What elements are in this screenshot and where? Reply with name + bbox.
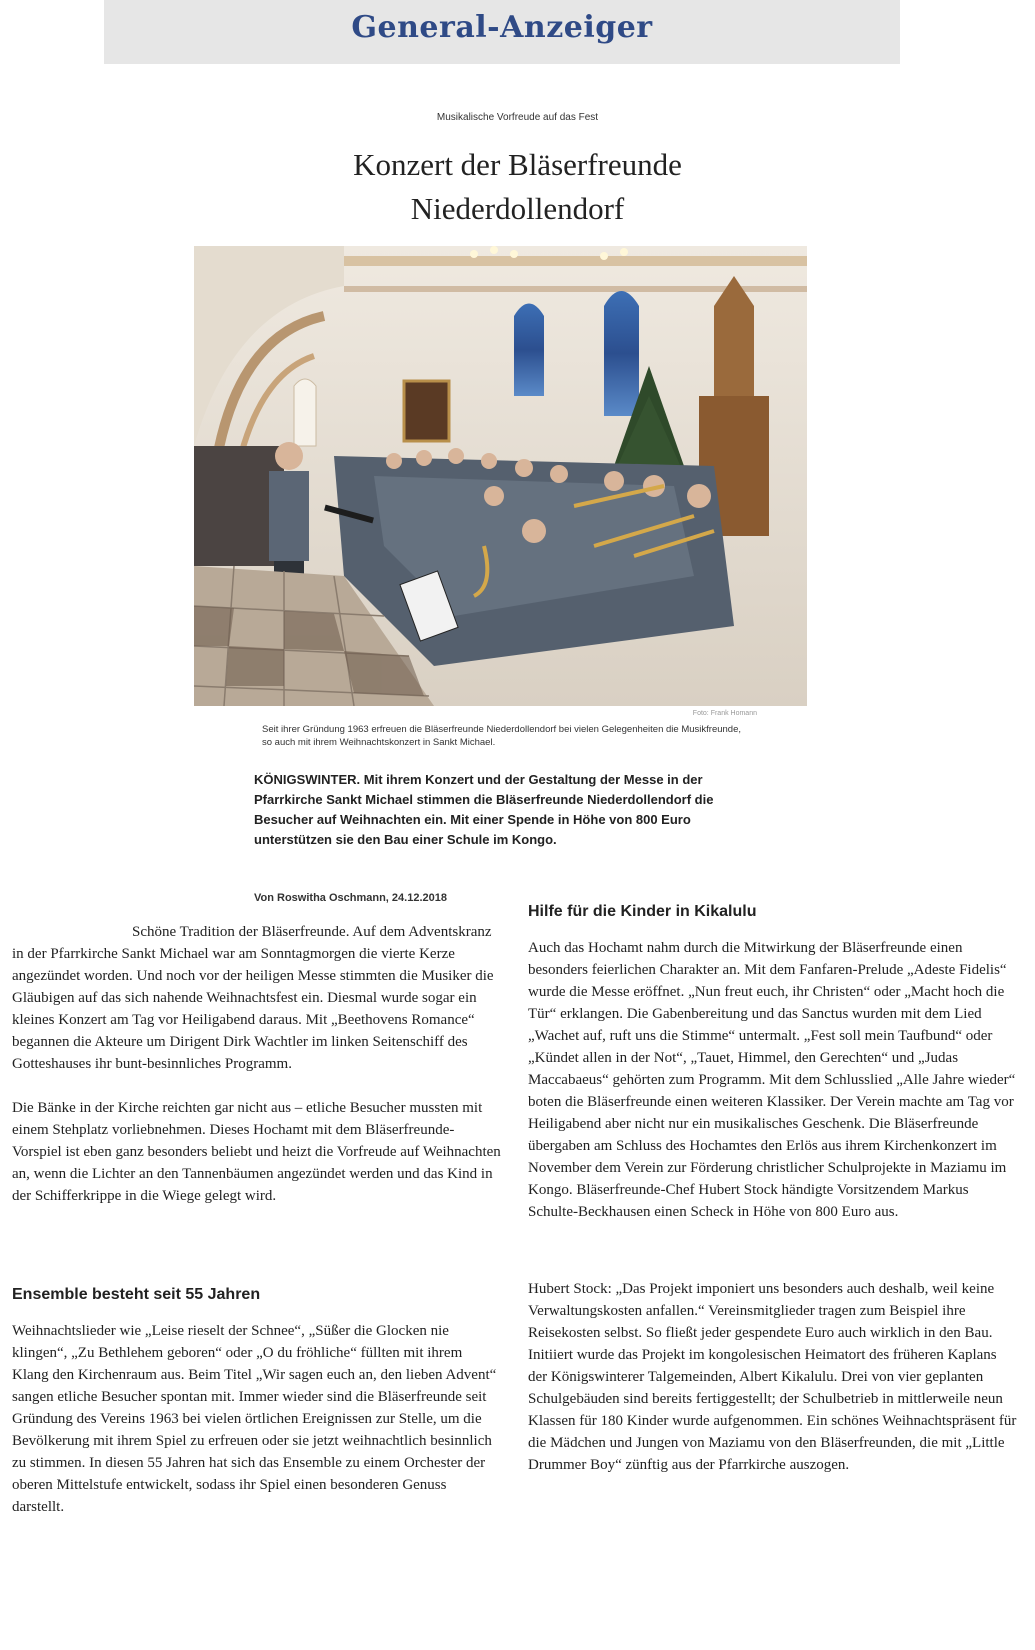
concert-photo[interactable] (194, 246, 807, 706)
left-column-bottom (12, 1320, 502, 1518)
article-kicker: Musikalische Vorfreude auf das Fest (436, 112, 599, 123)
masthead (104, 0, 900, 64)
church-concert-illustration (194, 246, 807, 706)
photo-credit: Foto: Frank Homann (692, 710, 757, 717)
article-lead: KÖNIGSWINTER. Mit ihrem Konzert und der Gestaltung der Messe in der Pfarrkirche Sankt Michael stimmen die Bläserfreunde Niederdollendorf die Besucher auf Weihnachten ein. Mit einer Spende in Höhe von 800 Euro unterstützen sie den Bau einer Schule im Kongo. (254, 772, 714, 847)
article-byline: Von Roswitha Oschmann, 24.12.2018 (254, 892, 447, 904)
body-paragraph-2: Die Bänke in der Kirche reichten gar nicht aus – etliche Besucher mussten mit einem Stehplatz vorliebnehmen. Dieses Hochamt mit dem Bläserfreunde-Vorspiel ist eben ganz besonders beliebt und heizt die Vorfreude auf Weihnachten an, wenn die Lichter an den Tannenbäumen angezündet werden und das Kind in der Schifferkrippe in die Wiege gelegt wird. (12, 1100, 501, 1204)
body-paragraph-4: Auch das Hochamt nahm durch die Mitwirkung der Bläserfreunde einen besonders feierlichen Charakter an. Mit dem Fanfaren-Prelude „Adeste Fidelis“ wurde die Messe eröffnet. „Nun freut euch, ihr Christen“ oder „Macht hoch die Tür“ erklangen. Die Gabenbereitung und das Sanctus wurden mit dem Lied „Wachet auf, ruft uns die Stimme“ untermalt. „Fest soll mein Taufbund“ oder „Kündet allen in der Not“, „Tauet, Himmel, den Gerechten“ und „Judas Maccabaeus“ gehörten zum Programm. Mit dem Schlusslied „Alle Jahre wieder“ boten die Bläserfreunde einen weiteren Klassiker. Der Verein machte am Tag vor Heiligabend aber nicht nur ein musikalisches Geschenk. Die Bläserfreunde übergaben am Schluss des Hochamtes den Erlös aus ihrem Kirchenkonzert im November dem Verein zur Förderung christlicher Schulprojekte in Maziamu im Kongo. Bläserfreunde-Chef Hubert Stock händigte Vorsitzendem Markus Schulte-Beckhausen einen Scheck in Höhe von 800 Euro aus. (528, 940, 1016, 1220)
subhead-kikalulu: Hilfe für die Kinder in Kikalulu (528, 903, 757, 920)
body-paragraph-5: Hubert Stock: „Das Projekt imponiert uns besonders auch deshalb, weil keine Verwaltungskosten anfallen.“ Vereinsmitglieder tragen zum Beispiel ihre Reisekosten selbst. So fließt jeder gespendete Euro auch wirklich in den Bau. Initiiert wurde das Projekt im kongolesischen Heimatort des früheren Kaplans der Königswinterer Talgemeinden, Albert Kikalulu. Drei von vier geplanten Schulgebäuden sind bereits fertiggestellt; der Schulbetrieb in mittlerweile neun Klassen für 180 Kinder wurde aufgenommen. Ein schönes Weihnachtspräsent für die Mädchen und Jungen von Maziamu von den Bläserfreunden, die mit „Little Drummer Boy“ zünftig aus der Pfarrkirche auszogen. (528, 1281, 1017, 1473)
left-column-top (12, 921, 502, 1207)
body-paragraph-3: Weihnachtslieder wie „Leise rieselt der Schnee“, „Süßer die Glocken nie klingen“, „Zu Bethlehem geboren“ oder „O du fröhliche“ füllten mit ihrem Klang den Kirchenraum aus. Beim Titel „Wir sagen euch an, den lieben Advent“ sangen etliche Besucher spontan mit. Immer wieder sind die Bläserfreunde seit Gründung des Vereins 1963 bei vielen örtlichen Ereignissen zur Stelle, um die Bevölkerung mit ihrem Spiel zu erfreuen oder sie jetzt weihnachtlich besinnlich zu stimmen. In diesen 55 Jahren hat sich das Ensemble zu einem Orchester der oberen Mittelstufe entwickelt, sodass ihr Spiel einen besonderen Genuss darstellt. (12, 1323, 497, 1515)
headline-line-2: Niederdollendorf (410, 191, 625, 226)
newspaper-logo[interactable]: General-Anzeiger (351, 10, 653, 45)
headline-line-1: Konzert der Bläserfreunde (353, 147, 682, 182)
article-headline (0, 143, 1035, 231)
body-paragraph-1: Schöne Tradition der Bläserfreunde. Auf dem Adventskranz in der Pfarrkirche Sankt Michael war am Sonntagmorgen die vierte Kerze angezündet worden. Und noch vor der heiligen Messe stimmten die Musiker die Gläubigen auf das sich nahende Weihnachtsfest ein. Diesmal wurde sogar ein kleines Konzert am Tag vor Heiligabend daraus. Mit „Beethovens Romance“ begannen die Akteure um Dirigent Dirk Wachtler im linken Seitenschiff des Gotteshauses ihr bunt-besinnliches Programm. (12, 924, 494, 1072)
photo-caption: Seit ihrer Gründung 1963 erfreuen die Bläserfreunde Niederdollendorf bei vielen Gelegenheiten die Musikfreunde, so auch mit ihrem Weihnachtskonzert in Sankt Michael. (262, 724, 741, 748)
subhead-ensemble: Ensemble besteht seit 55 Jahren (12, 1286, 261, 1303)
right-column (528, 937, 1018, 1476)
